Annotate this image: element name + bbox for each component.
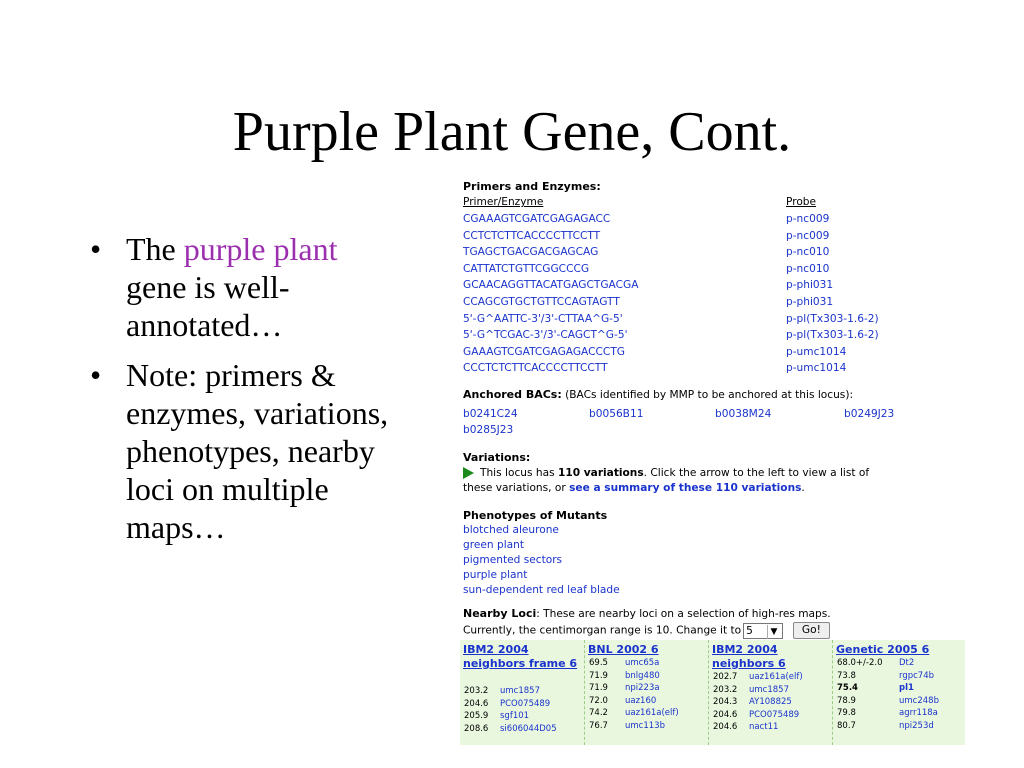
map-row	[585, 682, 709, 695]
map-row	[833, 707, 965, 720]
map-position: 79.8	[837, 708, 856, 718]
primers-section	[463, 180, 963, 375]
map-column	[584, 640, 709, 745]
map-rows	[460, 685, 584, 735]
map-row	[709, 709, 833, 722]
map-position: 78.9	[837, 695, 856, 706]
map-position: 68.0+/-2.0	[837, 658, 883, 668]
map-position: 71.9	[589, 683, 608, 693]
bac-link[interactable]: b0249J23	[844, 408, 895, 420]
primer-row	[463, 228, 963, 244]
nearby-desc: : These are nearby loci on a selection of high-res maps.	[536, 608, 831, 620]
bullet-text-cont: gene is well-annotated…	[126, 269, 290, 343]
map-row	[833, 670, 965, 683]
primers-heading: Primers and Enzymes:	[463, 180, 601, 193]
primer-link[interactable]: CATTATCTGTTCGGCCCG	[463, 262, 590, 275]
map-rows	[709, 671, 833, 734]
bullet-list	[90, 230, 400, 558]
primer-link[interactable]: GAAAGTCGATCGAGAGACCCTG	[463, 345, 625, 358]
locus-link[interactable]: umc65a	[625, 658, 660, 668]
map-column	[832, 640, 965, 745]
map-position: 208.6	[464, 723, 489, 734]
bullet-item	[90, 230, 400, 344]
probe-link[interactable]: p-umc1014	[786, 345, 847, 358]
maps-table	[460, 640, 965, 745]
map-row	[585, 707, 709, 720]
locus-link[interactable]: si606044D05	[500, 723, 557, 734]
variations-text-cont: . Click the arrow to the left to view a list of	[643, 467, 870, 479]
map-row	[833, 657, 965, 670]
bullet-text: The	[126, 231, 184, 267]
locus-link[interactable]: PCO075489	[500, 698, 551, 709]
primer-row	[463, 311, 963, 327]
primer-link[interactable]: 5'-G^TCGAC-3'/3'-CAGCT^G-5'	[463, 329, 628, 342]
map-row	[585, 670, 709, 683]
map-row	[709, 696, 833, 709]
map-position: 76.7	[589, 720, 608, 731]
locus-link[interactable]: npi223a	[625, 683, 660, 693]
locus-link[interactable]: npi253d	[899, 720, 934, 731]
locus-link[interactable]: uaz161a(elf)	[625, 708, 679, 718]
map-position: 203.2	[464, 686, 489, 696]
map-position: 74.2	[589, 708, 608, 718]
map-rows	[833, 657, 965, 732]
chevron-down-icon: ▼	[767, 625, 780, 639]
map-row	[709, 684, 833, 697]
map-row	[585, 720, 709, 733]
primer-link[interactable]: TGAGCTGACGACGAGCAG	[463, 246, 599, 259]
map-header-link[interactable]: Genetic 2005 6	[836, 643, 930, 656]
primer-column-header: Primer/Enzyme	[463, 196, 544, 208]
primer-link[interactable]: CCCTCTCTTCACCCCTTCCTT	[463, 362, 608, 375]
primer-link[interactable]: CGAAAGTCGATCGAGAGACC	[463, 213, 611, 225]
go-button[interactable]: Go!	[793, 622, 830, 639]
phenotype-link[interactable]: purple plant	[463, 569, 528, 581]
primer-link[interactable]: CCAGCGTGCTGTTCCAGTAGTT	[463, 296, 620, 308]
map-position: 75.4	[837, 683, 858, 693]
map-column	[460, 640, 584, 745]
locus-link[interactable]: uaz160	[625, 695, 657, 706]
map-position: 204.3	[713, 697, 738, 707]
locus-link[interactable]: pl1	[899, 683, 914, 693]
primers-header-row	[463, 195, 963, 209]
primer-row	[463, 277, 963, 293]
play-arrow-icon[interactable]	[463, 467, 474, 479]
locus-link[interactable]: uaz161a(elf)	[749, 672, 803, 682]
primer-row	[463, 327, 963, 343]
map-row	[460, 710, 584, 723]
primer-row	[463, 211, 963, 227]
primer-row	[463, 244, 963, 260]
probe-column-header: Probe	[786, 196, 817, 208]
map-row	[460, 685, 584, 698]
probe-link[interactable]: p-umc1014	[786, 362, 847, 375]
probe-link[interactable]: p-phi031	[786, 279, 834, 292]
probe-link[interactable]: p-nc010	[786, 262, 830, 275]
variations-heading: Variations:	[463, 451, 531, 464]
variations-text-line2: these variations, or	[463, 482, 570, 494]
highlight-text: purple plant	[183, 231, 338, 267]
variations-period: .	[801, 482, 805, 494]
range-select[interactable]	[743, 623, 783, 639]
map-position: 80.7	[837, 720, 856, 731]
variations-summary-link[interactable]: see a summary of these 110 variations	[569, 482, 802, 494]
phenotypes-section	[463, 509, 963, 598]
map-position: 71.9	[589, 670, 608, 681]
map-position: 69.5	[589, 658, 608, 668]
locus-link[interactable]: nact11	[749, 722, 779, 732]
map-row	[709, 721, 833, 734]
locus-link[interactable]: agrr118a	[899, 708, 938, 718]
primer-link[interactable]: GCAACAGGTTACATGAGCTGACGA	[463, 279, 639, 292]
primer-row	[463, 344, 963, 360]
map-position: 203.2	[713, 684, 738, 695]
primer-link[interactable]: 5'-G^AATTC-3'/3'-CTTAA^G-5'	[463, 312, 623, 325]
phenotype-link[interactable]: green plant	[463, 539, 524, 551]
probe-link[interactable]: p-nc009	[786, 229, 830, 242]
nearby-section	[463, 606, 963, 640]
map-header-link[interactable]: BNL 2002 6	[588, 643, 659, 656]
probe-link[interactable]: p-nc010	[786, 246, 830, 259]
map-position: 204.6	[464, 698, 489, 709]
map-row	[709, 671, 833, 684]
bullet-dot: •	[90, 231, 102, 267]
map-row	[460, 723, 584, 736]
locus-link[interactable]: umc1857	[749, 684, 789, 695]
locus-link[interactable]: bnlg480	[625, 670, 660, 681]
bacs-note: (BACs identified by MMP to be anchored at this locus):	[565, 389, 854, 401]
map-position: 204.6	[713, 709, 738, 720]
locus-link[interactable]: umc113b	[625, 720, 665, 731]
bac-link[interactable]: b0056B11	[589, 408, 644, 420]
map-row	[585, 657, 709, 670]
locus-link[interactable]: umc248b	[899, 695, 939, 706]
locus-link[interactable]: PCO075489	[749, 709, 800, 720]
map-position: 72.0	[589, 695, 608, 706]
map-header-link[interactable]: IBM2 2004 neighbors frame 6	[463, 643, 578, 670]
map-row	[833, 695, 965, 708]
map-row	[833, 720, 965, 733]
bac-link[interactable]: b0285J23	[463, 424, 514, 436]
map-row	[833, 682, 965, 695]
map-column	[708, 640, 833, 745]
bullet-item	[90, 356, 400, 546]
bullet-text: Note: primers & enzymes, variations, phenotypes, nearby loci on multiple maps…	[126, 357, 389, 545]
nearby-heading: Nearby Loci	[463, 607, 537, 620]
phenotype-link[interactable]: blotched aleurone	[463, 524, 559, 536]
probe-link[interactable]: p-nc009	[786, 213, 830, 225]
phenotypes-heading: Phenotypes of Mutants	[463, 509, 608, 522]
map-row	[585, 695, 709, 708]
probe-link[interactable]: p-pl(Tx303-1.6-2)	[786, 312, 879, 325]
primer-row	[463, 294, 963, 310]
probe-link[interactable]: p-pl(Tx303-1.6-2)	[786, 329, 879, 342]
bac-link[interactable]: b0241C24	[463, 408, 518, 420]
bacs-heading: Anchored BACs:	[463, 388, 562, 401]
range-text: Currently, the centimorgan range is 10. Change it to	[463, 624, 742, 637]
database-screenshot	[460, 178, 965, 745]
primer-link[interactable]: CCTCTCTTCACCCCTTCCTT	[463, 229, 601, 242]
map-rows	[585, 657, 709, 732]
phenotype-link[interactable]: sun-dependent red leaf blade	[463, 584, 620, 596]
map-position: 73.8	[837, 670, 856, 681]
primer-row	[463, 360, 963, 376]
map-position: 205.9	[464, 711, 489, 721]
phenotype-link[interactable]: pigmented sectors	[463, 554, 563, 566]
locus-link[interactable]: sgf101	[500, 711, 530, 721]
probe-link[interactable]: p-phi031	[786, 296, 834, 308]
locus-link[interactable]: umc1857	[500, 686, 540, 696]
map-position: 202.7	[713, 672, 738, 682]
bullet-dot: •	[90, 357, 102, 393]
range-value: 5	[746, 624, 753, 637]
locus-link[interactable]: AY108825	[749, 697, 792, 707]
variations-count: 110 variations	[557, 467, 644, 479]
map-position: 204.6	[713, 722, 738, 732]
variations-section	[463, 451, 963, 496]
map-row	[460, 698, 584, 711]
locus-link[interactable]: Dt2	[899, 658, 915, 668]
locus-link[interactable]: rgpc74b	[899, 670, 935, 681]
primer-row	[463, 261, 963, 277]
map-header-link[interactable]: IBM2 2004 neighbors 6	[712, 643, 786, 670]
bac-link[interactable]: b0038M24	[715, 408, 772, 420]
bacs-section	[463, 388, 963, 440]
variations-text: This locus has	[480, 467, 558, 479]
slide-title: Purple Plant Gene, Cont.	[232, 101, 792, 163]
